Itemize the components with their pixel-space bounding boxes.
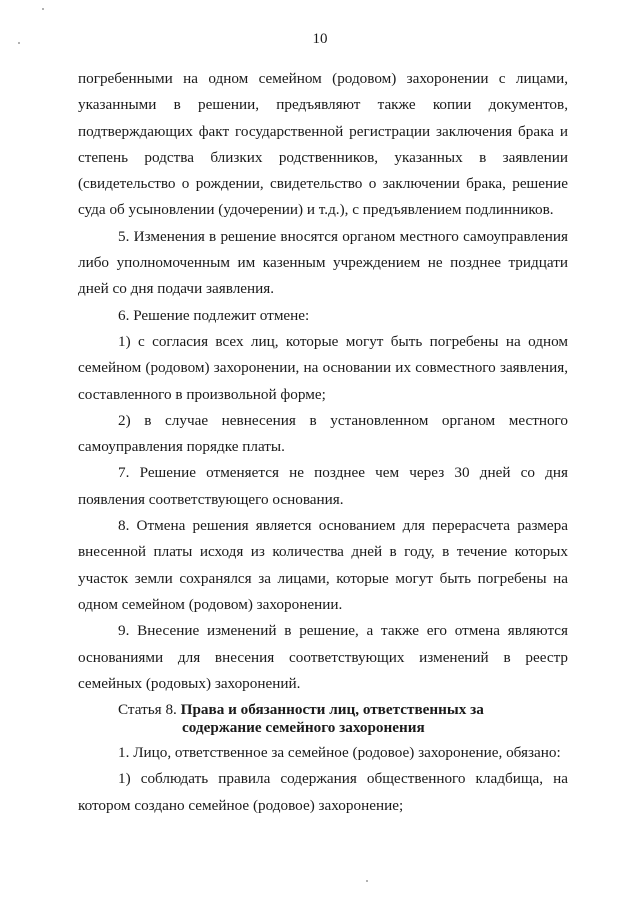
- paragraph-item-5: 5. Изменения в решение вносятся органом местного самоуправления либо уполномоченным им казенным учреждением не позднее тридцати дней со дня подачи заявления.: [78, 227, 568, 298]
- article-heading-title-line1: Права и обязанности лиц, ответственных за: [180, 701, 484, 719]
- page-number: 10: [312, 31, 328, 47]
- paragraph-article8-subitem-1: 1) соблюдать правила содержания общественного кладбища, на котором создано семейное (родовое) захоронение;: [78, 770, 568, 814]
- paragraph-continuation: погребенными на одном семейном (родовом) захоронении с лицами, указанными в решении, предъявляют также копии документов, подтверждающих факт государственной регистрации заключения брака и степень родства близких родственников, указанных в заявлении (свидетельство о рождении, свидетельство о заключении брака, решение суда об усыновлении (удочерении) и т.д.), с предъявлением подлинников.: [78, 70, 568, 219]
- paragraph-subitem-1: 1) с согласия всех лиц, которые могут быть погребены на одном семейном (родовом) захоронении, на основании их совместного заявления, составленного в произвольной форме;: [78, 332, 568, 403]
- paragraph-item-8: 8. Отмена решения является основанием для перерасчета размера внесенной платы исходя из количества дней в году, в течение которых участок земли сохранялся за лицами, которые могут быть погребены на одном семейном (родовом) захоронении.: [78, 517, 568, 613]
- scan-speck: [366, 880, 368, 882]
- document-body: [78, 66, 568, 819]
- paragraph-item-6: 6. Решение подлежит отмене:: [118, 306, 310, 324]
- paragraph-item-9: 9. Внесение изменений в решение, а также его отмена являются основаниями для внесения соответствующих изменений в реестр семейных (родовых) захоронений.: [78, 622, 568, 692]
- article-heading-prefix: Статья 8.: [118, 701, 181, 719]
- article-heading: [78, 697, 568, 740]
- article-heading-title-line2: содержание семейного захоронения: [182, 719, 425, 737]
- paragraph-subitem-2: 2) в случае невнесения в установленном органом местного самоуправления порядке платы.: [78, 411, 568, 456]
- scan-speck: [42, 8, 44, 10]
- paragraph-article8-item-1: 1. Лицо, ответственное за семейное (родовое) захоронение, обязано:: [118, 744, 561, 762]
- paragraph-item-7: 7. Решение отменяется не позднее чем через 30 дней со дня появления соответствующего основания.: [78, 464, 568, 508]
